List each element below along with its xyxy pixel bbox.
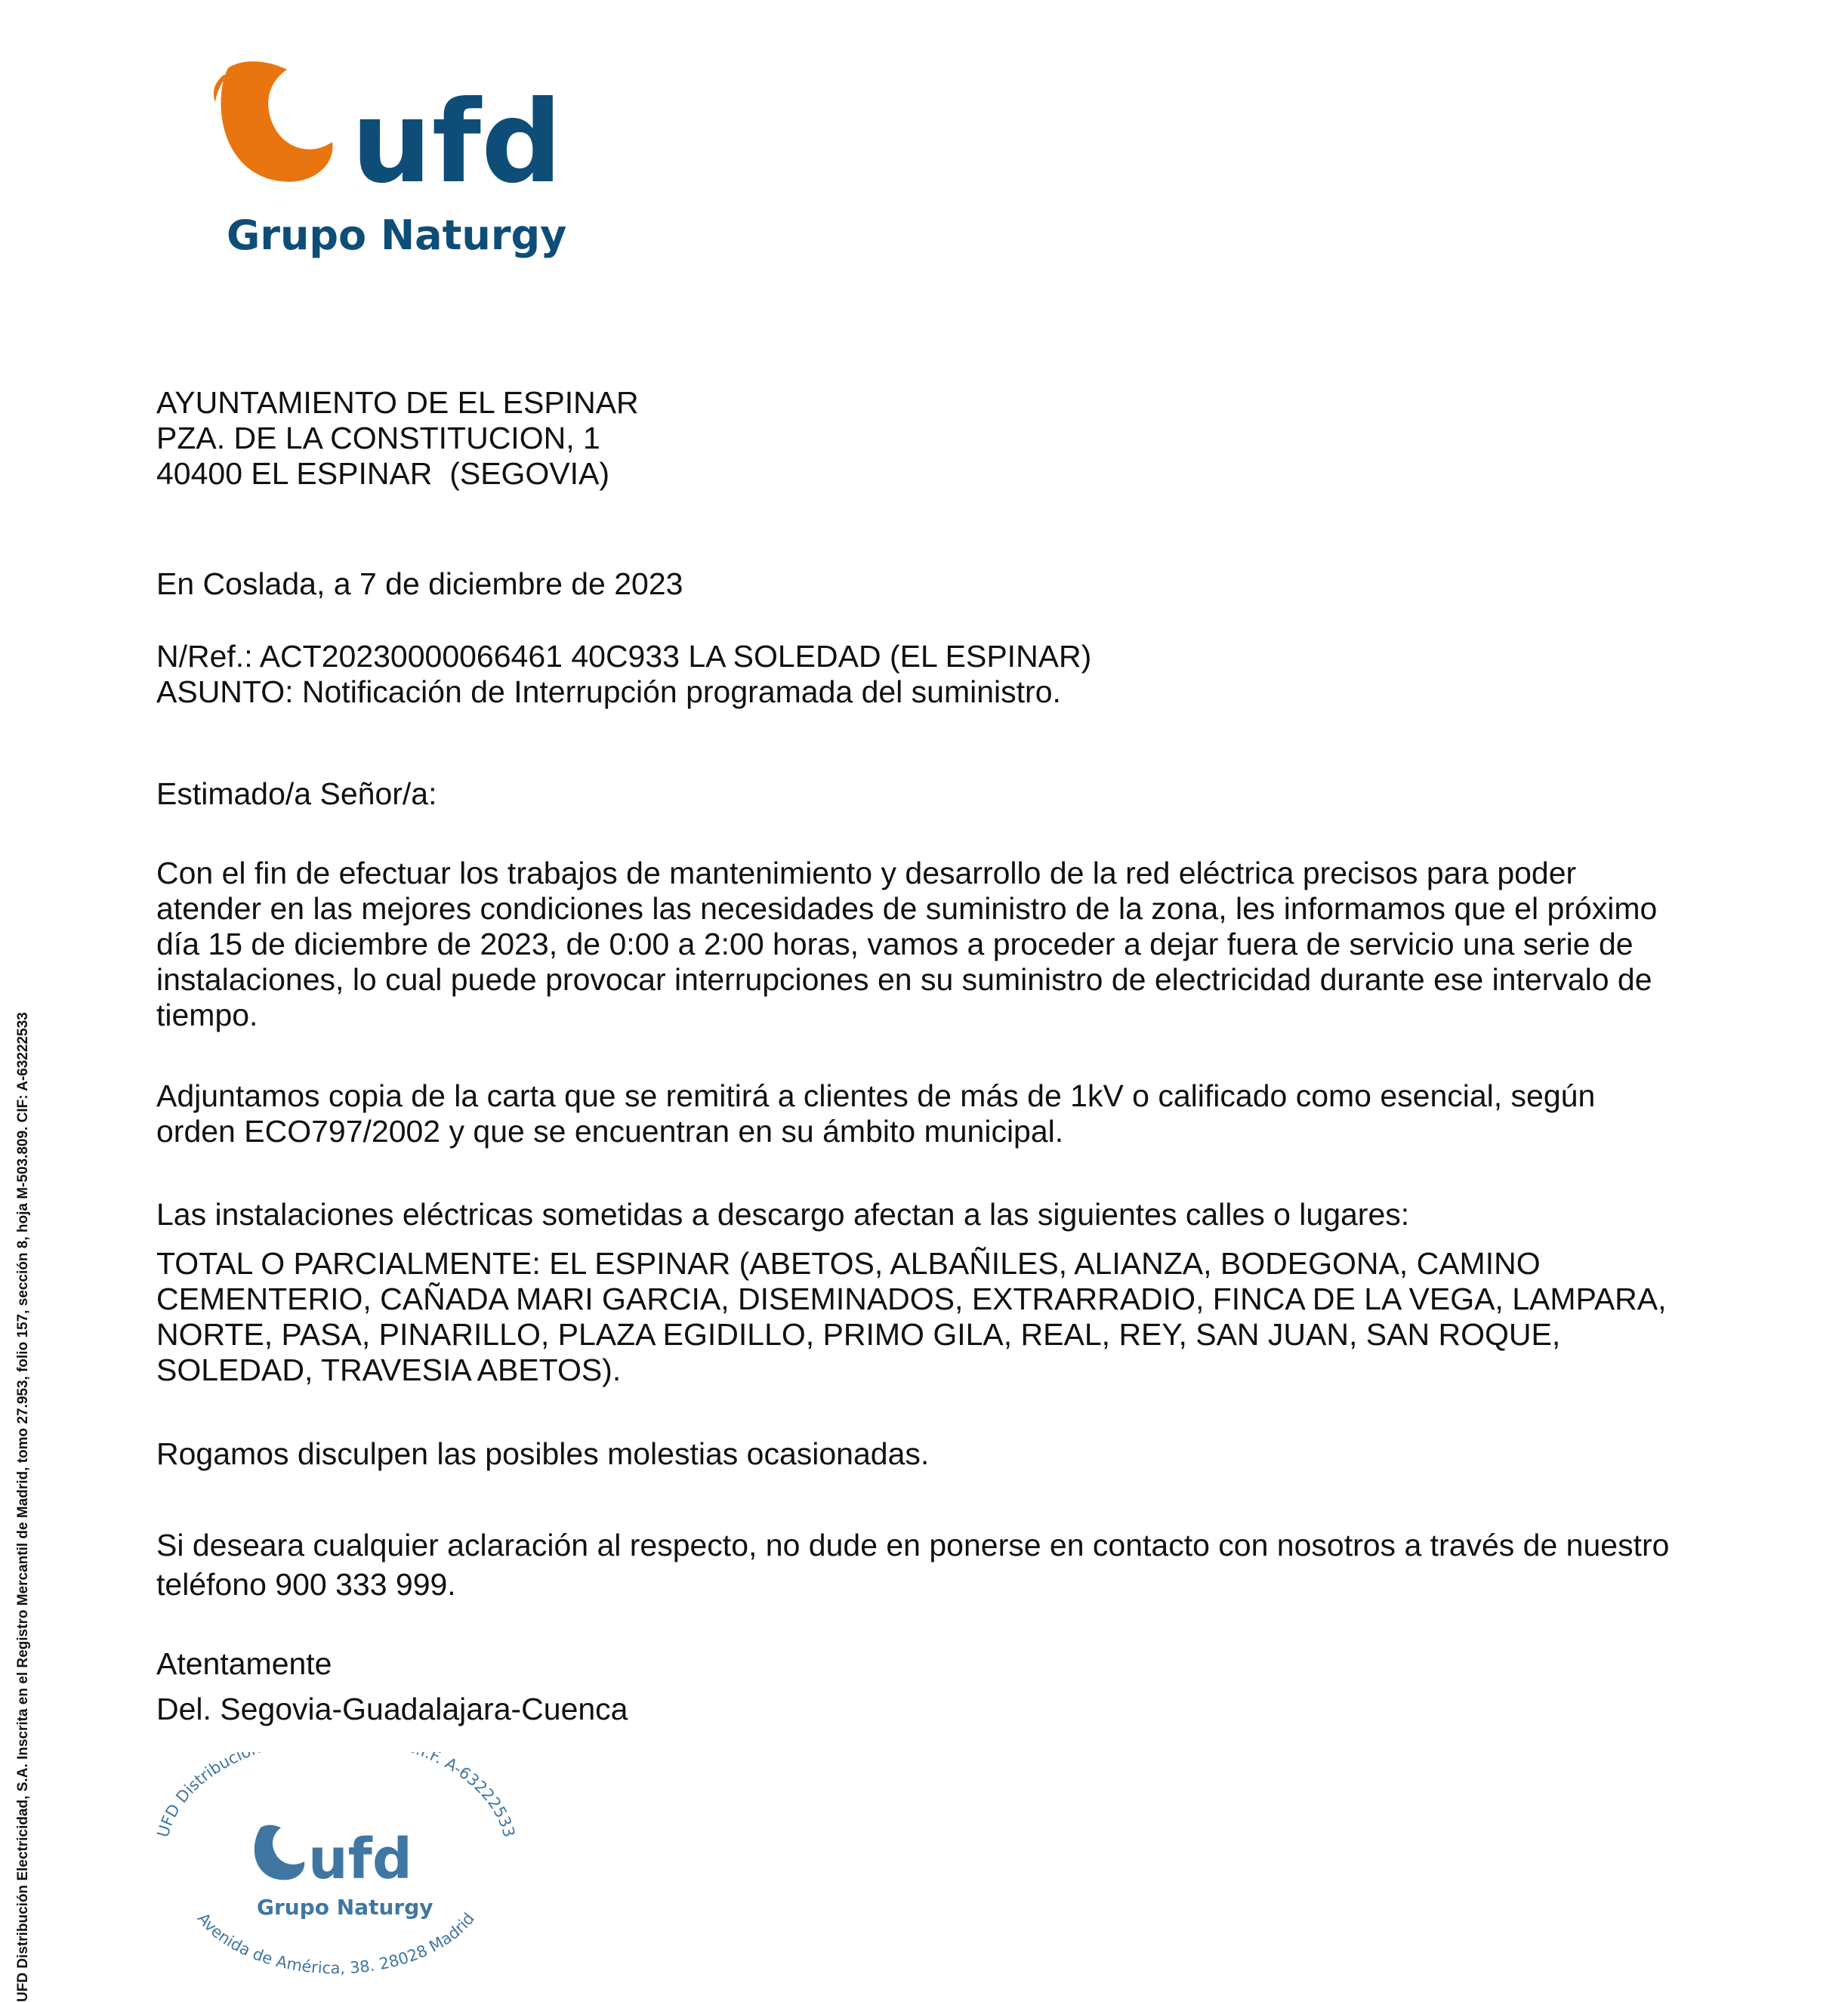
recipient-address [156,385,1674,492]
legal-registry-note: UFD Distribución Electricidad, S.A. Inscrita en el Registro Mercantil de Madrid, tomo 27.953, folio 157, sección 8, hoja M-503.809. CIF: A-63222533 [15,1012,31,2002]
svg-text:Grupo Naturgy: Grupo Naturgy [257,1895,433,1920]
company-logo [211,53,574,272]
svg-text:ufd: ufd [351,77,563,208]
recipient-line-1: AYUNTAMIENTO DE EL ESPINAR [156,385,639,420]
svg-text:Avenida de América, 38. 28028: Avenida de América, 38. 28028 Madrid [193,1909,479,1978]
reference-block [156,639,1674,710]
company-stamp [151,1752,521,1986]
affected-streets: TOTAL O PARCIALMENTE: EL ESPINAR (ABETOS, ALBAÑILES, ALIANZA, BODEGONA, CAMINO CEMENTERIO, CAÑADA MARI GARCIA, DISEMINADOS, EXTRARRADIO, FINCA DE LA VEGA, LAMPARA, NORTE, PASA, PINARILLO, PLAZA EGIDILLO, PRIMO GILA, REAL, REY, SAN JUAN, SAN ROQUE, SOLEDAD, TRAVESIA ABETOS). [156,1246,1667,1387]
body-paragraph-2: Adjuntamos copia de la carta que se remitirá a clientes de más de 1kV o calificado como esencial, según orden ECO797/2002 y que se encuentran en su ámbito municipal. [156,1078,1596,1149]
salutation: Estimado/a Señor/a: [156,776,437,811]
subject-line: ASUNTO: Notificación de Interrupción programada del suministro. [156,674,1061,709]
body-paragraph-contact: Si deseara cualquier aclaración al respecto, no dude en ponerse en contacto con nosotros a través de nuestro teléfono 900 333 999. [156,1528,1670,1602]
body-paragraph-apology: Rogamos disculpen las posibles molestias ocasionadas. [156,1436,930,1471]
svg-text:ufd: ufd [308,1827,412,1892]
ufd-crescent-logo-icon [211,53,574,272]
recipient-line-2: PZA. DE LA CONSTITUCION, 1 [156,421,600,455]
recipient-line-3: 40400 EL ESPINAR (SEGOVIA) [156,456,610,491]
date-line: En Coslada, a 7 de diciembre de 2023 [156,566,683,601]
stamp-seal-icon [151,1752,521,1986]
svg-text:Grupo Naturgy: Grupo Naturgy [227,211,567,259]
signature-department: Del. Segovia-Guadalajara-Cuenca [156,1692,628,1726]
body-paragraph-1: Con el fin de efectuar los trabajos de mantenimiento y desarrollo de la red eléctrica precisos para poder atender en las mejores condiciones las necesidades de suministro de la zona, les informamos que el próximo día 15 de diciembre de 2023, de 0:00 a 2:00 horas, vamos a proceder a dejar fuera de servicio una serie de instalaciones, lo cual puede provocar interrupciones en su suministro de electricidad durante ese intervalo de tiempo. [156,856,1658,1032]
reference-line: N/Ref.: ACT20230000066461 40C933 LA SOLEDAD (EL ESPINAR) [156,639,1092,674]
svg-text:UFD Distribución Electricidad,: UFD Distribució .F. A-63222533 [153,1752,519,1840]
closing: Atentamente [156,1646,332,1681]
body-paragraph-3: Las instalaciones eléctricas sometidas a descargo afectan a las siguientes calles o lugares: [156,1197,1410,1232]
